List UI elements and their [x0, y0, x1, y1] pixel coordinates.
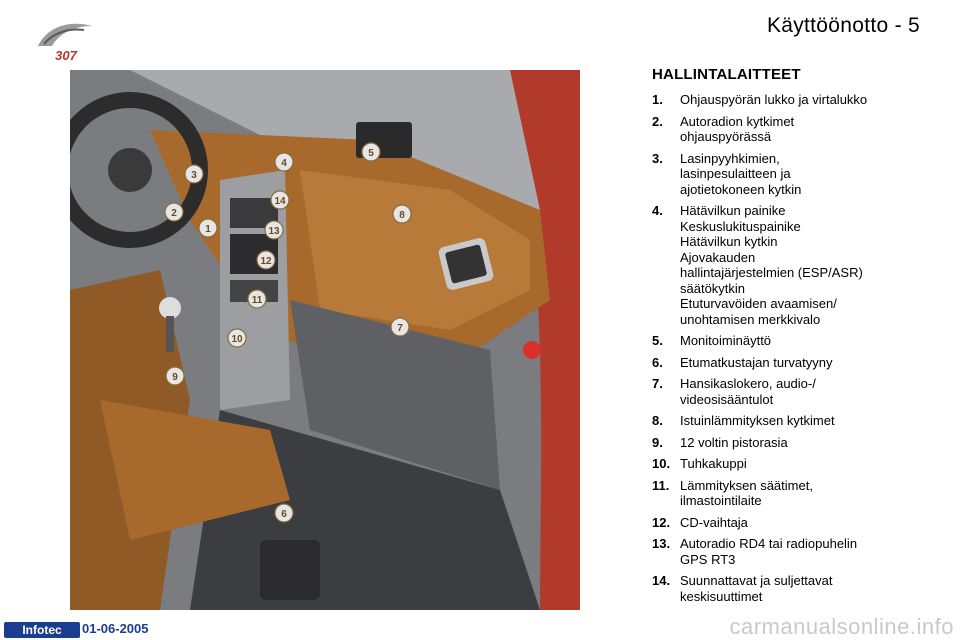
item-number: 2.: [652, 113, 663, 129]
list-item: [652, 92, 942, 108]
logo-model-number: 307: [55, 48, 77, 63]
svg-text:5: 5: [368, 148, 374, 159]
list-item: [652, 355, 942, 371]
item-number: 1.: [652, 92, 663, 107]
section-title: HALLINTALAITTEET: [652, 66, 801, 83]
callout-9: [166, 367, 184, 385]
item-text: Etumatkustajan turvatyyny: [680, 354, 833, 370]
callout-1: [199, 219, 217, 237]
list-item: [652, 333, 942, 349]
callout-10: [228, 329, 246, 347]
page-title: Käyttöönotto - 5: [766, 14, 920, 37]
callout-3: [185, 165, 203, 183]
item-text: Ohjauspyörän lukko ja virtalukko: [680, 92, 868, 107]
item-text: Tuhkakuppi: [680, 456, 747, 471]
svg-text:9: 9: [172, 372, 178, 383]
item-text: Hätävilkun painike Keskuslukituspainike Hätävilkun kytkin Ajovakauden hallintajärjestelmien (ESP/ASR) säätökytkin Etuturvavöiden avaamisen/ unohtamisen merkkivalo: [680, 203, 863, 327]
item-text: 12 voltin pistorasia: [680, 434, 788, 450]
svg-text:13: 13: [268, 226, 280, 237]
item-number: 9.: [652, 434, 663, 450]
callout-4: [275, 153, 293, 171]
list-item: [652, 151, 942, 198]
callout-7: [391, 318, 409, 336]
item-number: 12.: [652, 514, 671, 530]
item-text: Lämmityksen säätimet, ilmastointilaite: [680, 477, 813, 508]
item-text: Monitoiminäyttö: [680, 333, 772, 348]
infotec-badge: Infotec: [4, 622, 80, 638]
item-number: 3.: [652, 150, 663, 166]
list-item: [652, 478, 942, 509]
list-item: [652, 515, 942, 531]
callout-8: [393, 205, 411, 223]
list-item: [652, 536, 942, 567]
list-item: [652, 573, 942, 604]
controls-list: [652, 86, 942, 604]
list-item: [652, 435, 942, 451]
svg-text:12: 12: [260, 256, 272, 267]
item-number: 10.: [652, 456, 671, 471]
list-item: [652, 413, 942, 429]
item-number: 6.: [652, 354, 663, 370]
dashboard-illustration: [70, 70, 580, 610]
svg-text:6: 6: [281, 509, 287, 520]
footer-date: 01-06-2005: [82, 621, 149, 636]
item-number: 11.: [652, 477, 670, 493]
svg-text:8: 8: [399, 210, 405, 221]
item-text: CD-vaihtaja: [680, 514, 748, 530]
svg-text:14: 14: [274, 196, 286, 207]
list-item: [652, 203, 942, 327]
svg-text:11: 11: [251, 295, 263, 306]
callout-13: [265, 221, 283, 239]
item-number: 5.: [652, 333, 663, 348]
item-text: Istuinlämmityksen kytkimet: [680, 413, 835, 428]
item-number: 4.: [652, 203, 663, 218]
item-number: 14.: [652, 573, 671, 588]
svg-text:10: 10: [231, 334, 243, 345]
svg-text:3: 3: [191, 170, 197, 181]
list-item: [652, 456, 942, 472]
watermark: carmanualsonline.info: [729, 614, 954, 639]
item-text: Lasinpyyhkimien, lasinpesulaitteen ja ajotietokoneen kytkin: [680, 150, 802, 197]
callout-6: [275, 504, 293, 522]
item-number: 13.: [652, 536, 671, 551]
item-text: Autoradio RD4 tai radiopuhelin GPS RT3: [680, 536, 858, 567]
svg-text:7: 7: [397, 323, 403, 334]
item-number: 7.: [652, 376, 663, 391]
item-number: 8.: [652, 413, 663, 428]
list-item: [652, 376, 942, 407]
callout-12: [257, 251, 275, 269]
item-text: Hansikaslokero, audio-/ videosisääntulot: [680, 376, 816, 407]
callout-11: [248, 290, 266, 308]
item-text: Autoradion kytkimet ohjauspyörässä: [680, 113, 795, 144]
svg-text:1: 1: [205, 224, 211, 235]
item-text: Suunnattavat ja suljettavat keskisuuttimet: [680, 573, 833, 604]
callout-5: [362, 143, 380, 161]
list-item: [652, 114, 942, 145]
svg-text:4: 4: [281, 158, 287, 169]
callout-2: [165, 203, 183, 221]
callout-14: [271, 191, 289, 209]
svg-text:2: 2: [171, 208, 177, 219]
peugeot-307-logo-icon: [30, 16, 100, 64]
